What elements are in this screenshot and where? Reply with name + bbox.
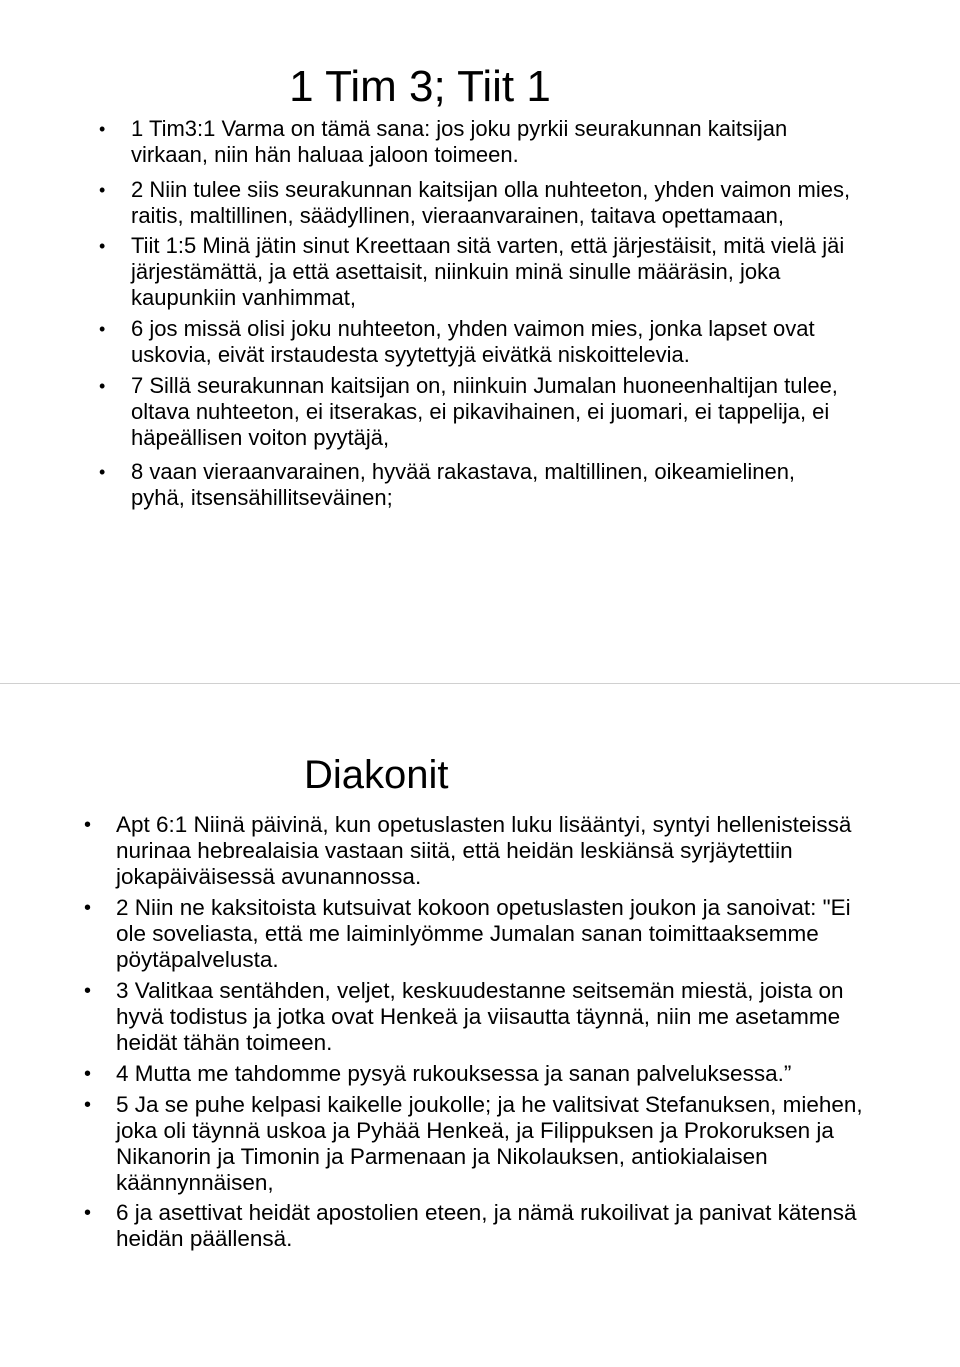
list-item-text: 7 Sillä seurakunnan kaitsijan on, niinkuin Jumalan huoneenhaltijan tulee, oltava nuhteeton, ei itserakas, ei pikavihainen, ei juomari, ei tappelija, ei häpeällisen voiton pyytäjä, [131,373,838,450]
list-item [99,373,851,451]
list-item [99,233,851,311]
list-item-text: 5 Ja se puhe kelpasi kaikelle joukolle; ja he valitsivat Stefanuksen, miehen, joka oli täynnä uskoa ja Pyhää Henkeä, ja Filippuksen ja Prokoruksen ja Nikanorin ja Timonin ja Parmenaan ja Nikolauksen, antiokialaisen käännynnäisen, [116,1092,863,1195]
bullet-icon: • [84,980,92,1002]
list-item [84,812,876,890]
list-item-text: 8 vaan vieraanvarainen, hyvää rakastava, maltillinen, oikeamielinen, pyhä, itsensähillitseväinen; [131,459,796,510]
list-item [99,459,851,511]
list-item-text: Apt 6:1 Niinä päivinä, kun opetuslasten luku lisääntyi, syntyi hellenisteissä nurinaa hebrealaisia vastaan siitä, että heidän leskiänsä syrjäytettiin jokapäiväisessä avunannossa. [116,812,852,889]
list-item [84,1061,876,1087]
bullet-list [99,116,851,511]
bullet-icon: • [84,1094,92,1116]
bullet-icon: • [84,814,92,836]
list-item [84,1200,876,1252]
list-item [99,177,851,229]
list-item-text: Tiit 1:5 Minä jätin sinut Kreettaan sitä varten, että järjestäisit, mitä vielä jäi järjestämättä, ja että asettaisit, niinkuin minä sinulle määräsin, joka kaupunkiin vanhimmat, [131,233,845,310]
bullet-icon: • [99,376,106,396]
bullet-icon: • [99,462,106,482]
list-item [84,895,876,973]
list-item [84,1092,876,1196]
list-item [99,316,851,368]
bullet-list [84,812,876,1257]
bullet-icon: • [99,119,106,139]
list-item [84,978,876,1056]
slide-title: Diakonit [304,753,449,797]
bullet-icon: • [99,236,106,256]
bullet-icon: • [99,319,106,339]
list-item-text: 1 Tim3:1 Varma on tämä sana: jos joku pyrkii seurakunnan kaitsijan virkaan, niin hän haluaa jaloon toimeen. [131,116,788,167]
list-item-text: 6 ja asettivat heidät apostolien eteen, ja nämä rukoilivat ja panivat kätensä heidän päällensä. [116,1200,857,1251]
bullet-icon: • [84,1063,92,1085]
list-item-text: 2 Niin ne kaksitoista kutsuivat kokoon opetuslasten joukon ja sanoivat: "Ei ole soveliasta, että me laiminlyömme Jumalan sanan toimittaaksemme pöytäpalvelusta. [116,895,851,972]
bullet-icon: • [84,897,92,919]
list-item-text: 6 jos missä olisi joku nuhteeton, yhden vaimon mies, jonka lapset ovat uskovia, eivät irstaudesta syytettyjä eivätkä niskoittelevia. [131,316,815,367]
list-item-text: 4 Mutta me tahdomme pysyä rukouksessa ja sanan palveluksessa.” [116,1061,792,1086]
list-item-text: 2 Niin tulee siis seurakunnan kaitsijan olla nuhteeton, yhden vaimon mies, raitis, maltillinen, säädyllinen, vieraanvarainen, taitava opettamaan, [131,177,851,228]
list-item-text: 3 Valitkaa sentähden, veljet, keskuudestanne seitsemän miestä, joista on hyvä todistus ja jotka ovat Henkeä ja viisautta täynnä, niin me asetamme heidät tähän toimeen. [116,978,844,1055]
list-item [99,116,851,168]
bullet-icon: • [99,180,106,200]
bullet-icon: • [84,1202,92,1224]
slide-title: 1 Tim 3; Tiit 1 [289,62,551,111]
